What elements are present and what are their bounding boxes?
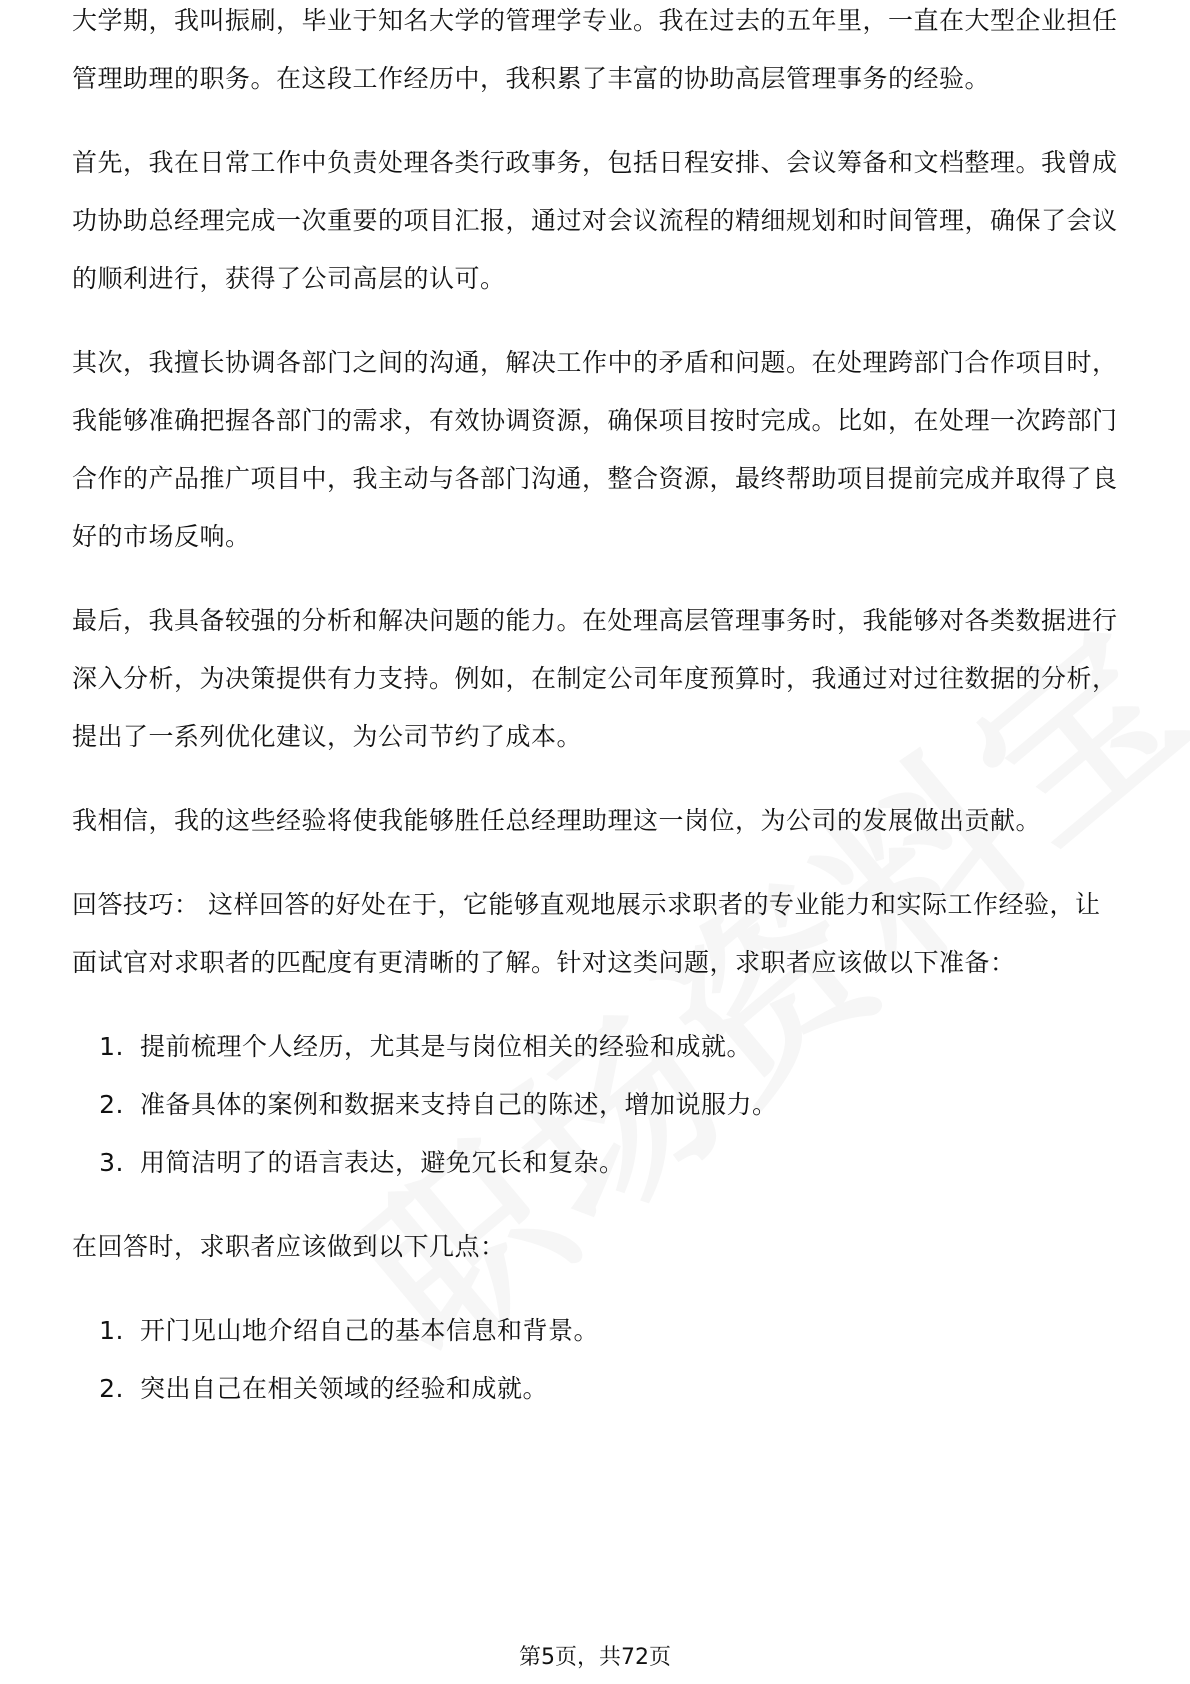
list-item-number: 3. xyxy=(99,1148,124,1177)
paragraph-second: 其次，我擅长协调各部门之间的沟通，解决工作中的矛盾和问题。在处理跨部门合作项目时，我能够准确把握各部门的需求，有效协调资源，确保项目按时完成。比如，在处理一次跨部门合作的产品推广项目中，我主动与各部门沟通，整合资源，最终帮助项目提前完成并取得了良好的市场反响。 xyxy=(72,348,1118,551)
page-footer: 第5页，共72页 xyxy=(519,1645,671,1670)
preparation-list xyxy=(72,1018,1122,1192)
answer-points-list xyxy=(72,1302,1122,1418)
list-item xyxy=(72,1302,1122,1360)
list-item xyxy=(72,1360,1122,1418)
list-item-number: 2. xyxy=(99,1374,124,1403)
paragraph-conclusion: 我相信，我的这些经验将使我能够胜任总经理助理这一岗位，为公司的发展做出贡献。 xyxy=(72,806,1042,835)
list-item xyxy=(72,1076,1122,1134)
list-item-number: 2. xyxy=(99,1090,124,1119)
paragraph-first: 首先，我在日常工作中负责处理各类行政事务，包括日程安排、会议筹备和文档整理。我曾成功协助总经理完成一次重要的项目汇报，通过对会议流程的精细规划和时间管理，确保了会议的顺利进行，获得了公司高层的认可。 xyxy=(72,148,1118,293)
paragraph-third: 最后，我具备较强的分析和解决问题的能力。在处理高层管理事务时，我能够对各类数据进行深入分析，为决策提供有力支持。例如，在制定公司年度预算时，我通过对过往数据的分析，提出了一系列优化建议，为公司节约了成本。 xyxy=(72,606,1118,751)
list-item-text: 开门见山地介绍自己的基本信息和背景。 xyxy=(140,1316,600,1345)
list-item-text: 突出自己在相关领域的经验和成就。 xyxy=(140,1374,549,1403)
list-item-text: 提前梳理个人经历，尤其是与岗位相关的经验和成就。 xyxy=(140,1032,753,1061)
paragraph-answer-points: 在回答时，求职者应该做到以下几点： xyxy=(72,1232,506,1261)
list-item-text: 用简洁明了的语言表达，避免冗长和复杂。 xyxy=(140,1148,625,1177)
paragraph-intro-text: 大学期，我叫振刷，毕业于知名大学的管理学专业。我在过去的五年里，一直在大型企业担任管理助理的职务。在这段工作经历中，我积累了丰富的协助高层管理事务的经验。 xyxy=(72,6,1118,93)
list-item xyxy=(72,1134,1122,1192)
list-item xyxy=(72,1018,1122,1076)
list-item-text: 准备具体的案例和数据来支持自己的陈述，增加说服力。 xyxy=(140,1090,778,1119)
list-item-number: 1. xyxy=(99,1316,124,1345)
paragraph-intro xyxy=(72,0,1122,108)
document-body xyxy=(72,6,1122,1444)
list-item-number: 1. xyxy=(99,1032,124,1061)
paragraph-tips: 回答技巧： 这样回答的好处在于，它能够直观地展示求职者的专业能力和实际工作经验，让面试官对求职者的匹配度有更清晰的了解。针对这类问题，求职者应该做以下准备： xyxy=(72,890,1101,977)
